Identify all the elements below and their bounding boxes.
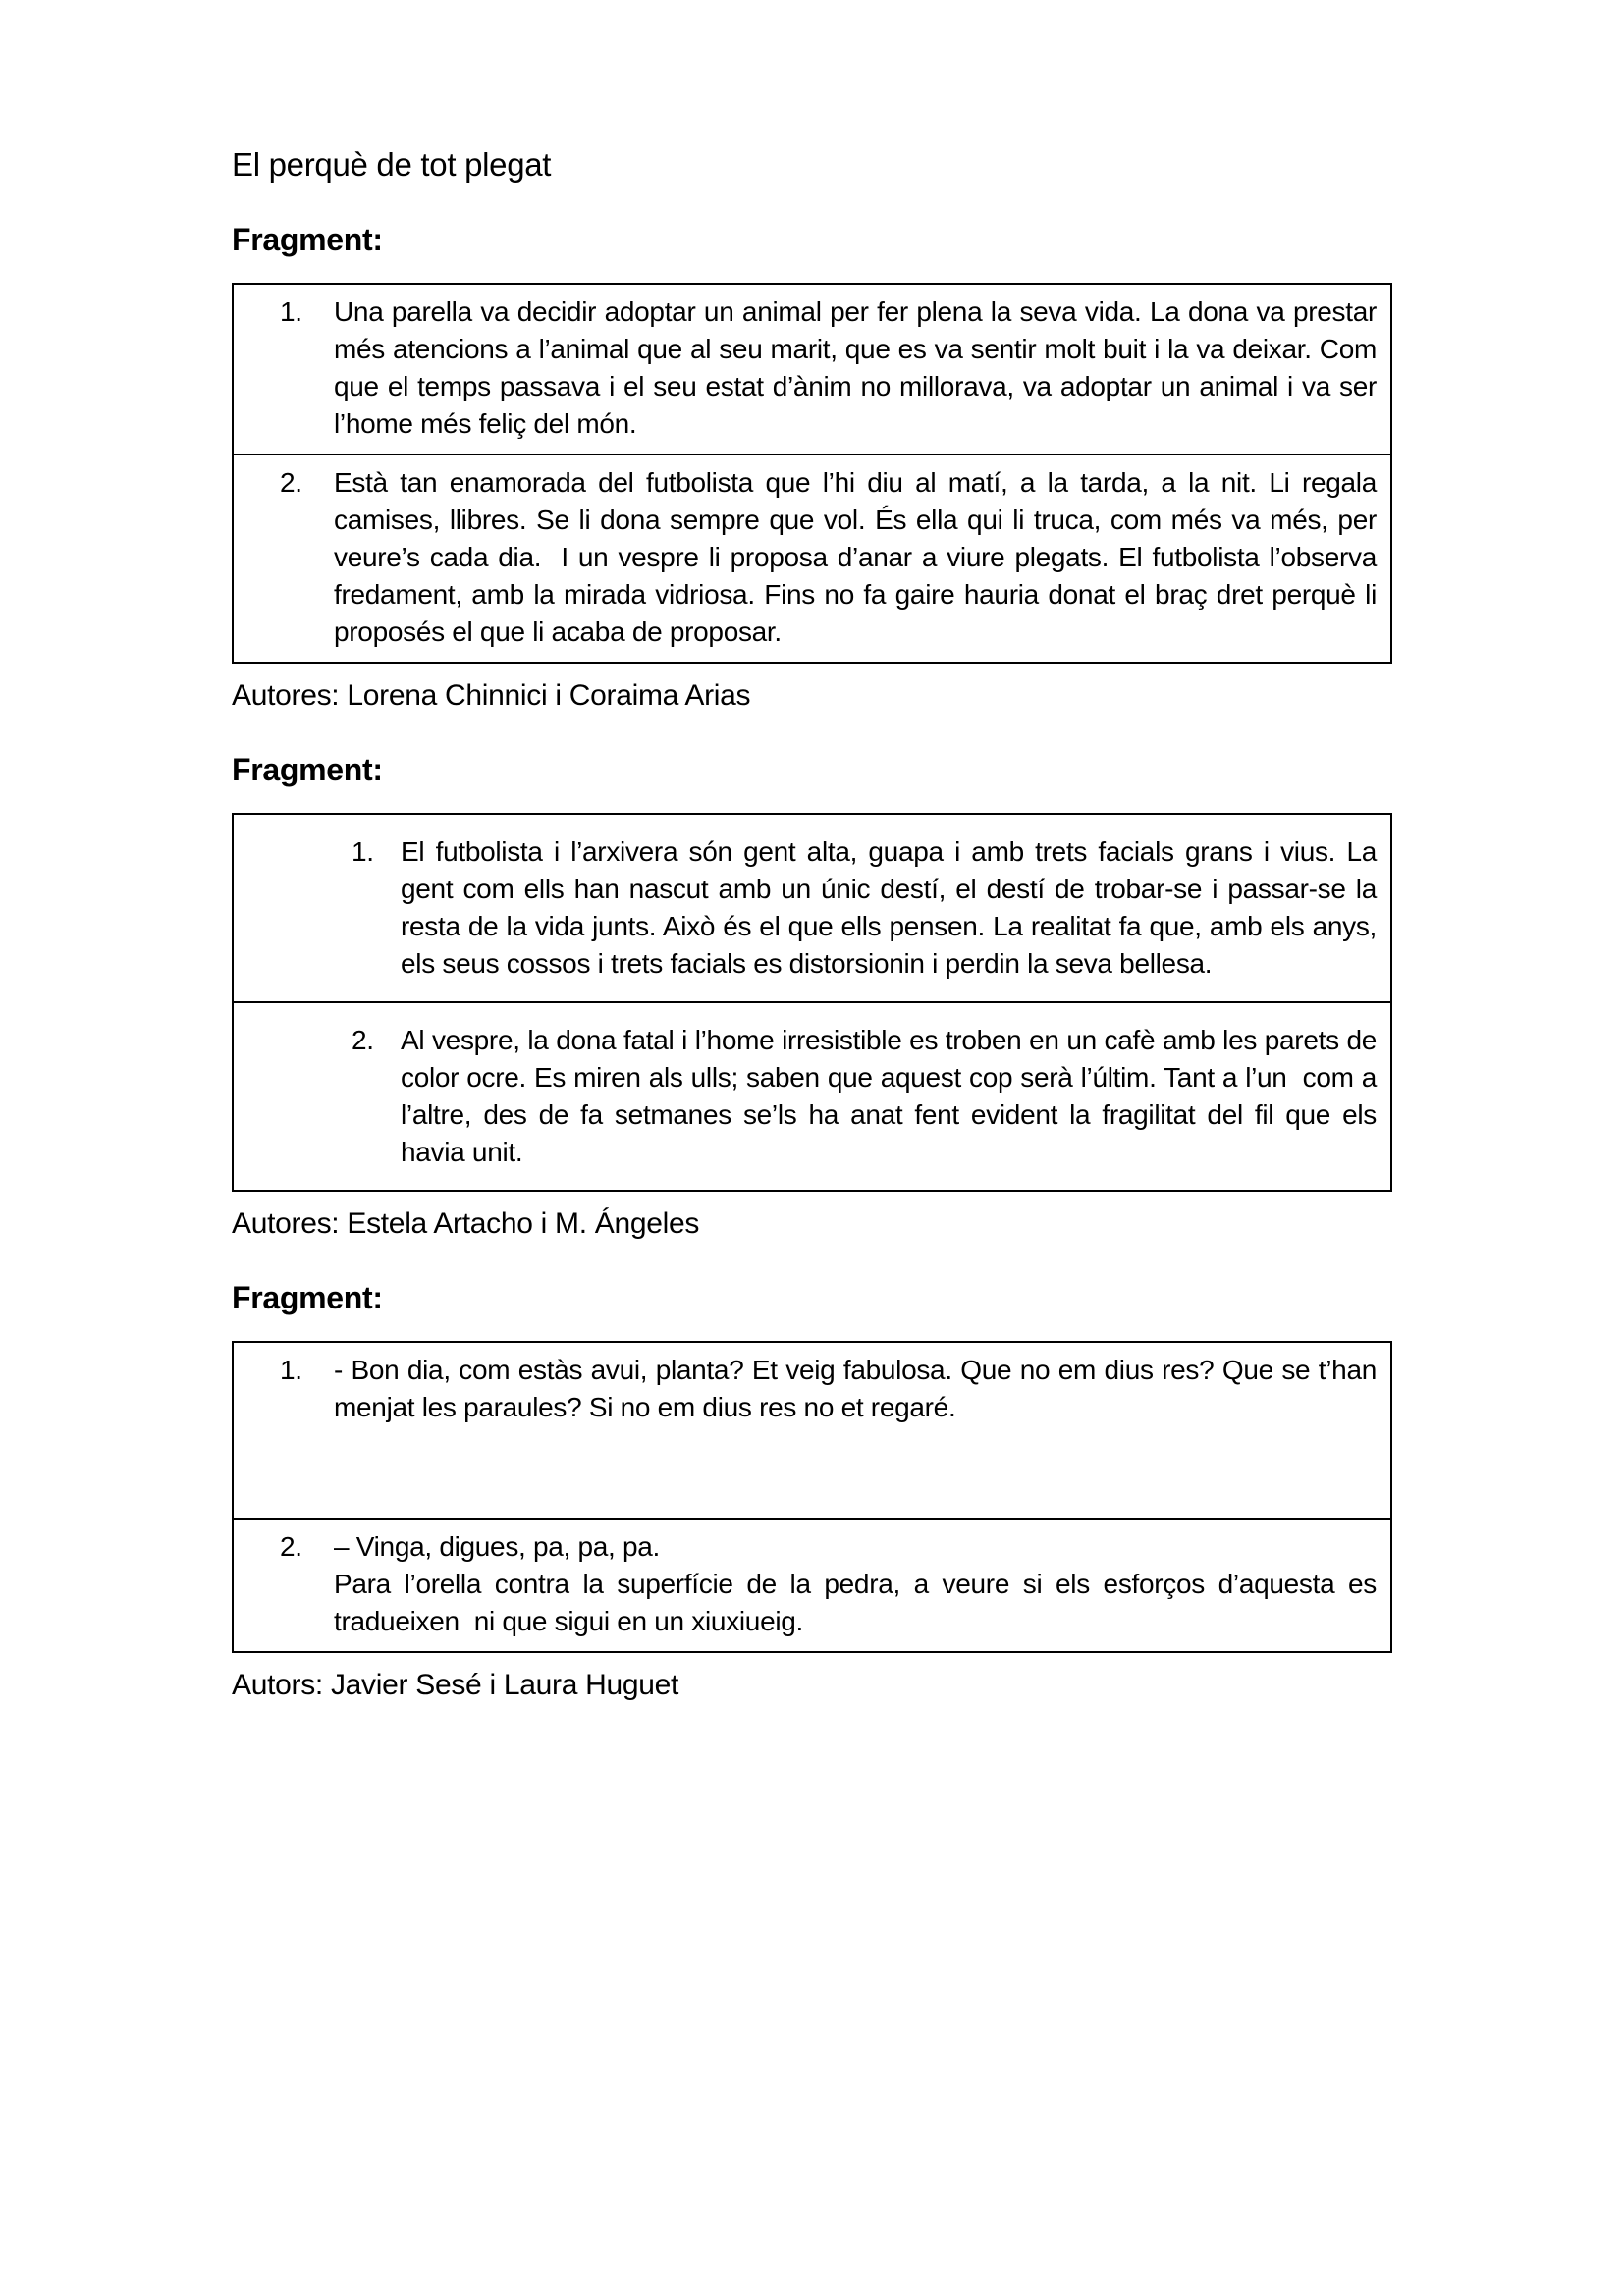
document-page <box>232 145 1392 1704</box>
authors-line-1: Autores: Lorena Chinnici i Coraima Arias <box>232 679 751 712</box>
fragment-table-3 <box>232 1341 1392 1653</box>
table-row <box>233 1002 1391 1191</box>
fragment-table-1 <box>232 283 1392 664</box>
list-item <box>234 1022 1384 1171</box>
table-row <box>233 454 1391 663</box>
page-title: El perquè de tot plegat <box>232 146 552 183</box>
item-text-continued: Para l’orella contra la superfície de la pedra, a veure si els esforços d’aquesta es tradueixen ni que sigui en un xiuxiueig. <box>334 1569 1384 1636</box>
item-text: Està tan enamorada del futbolista que l’hi diu al matí, a la tarda, a la nit. Li regala camises, llibres. Se li dona sempre que vol. És ella qui li truca, com més va més, per veure’s cada dia. I un vespre li proposa d’anar a viure plegats. El futbolista l’observa fredament, amb la mirada vidriosa. Fins no fa gaire hauria donat el braç dret perquè li proposés el que li acaba de proposar. <box>334 467 1384 647</box>
fragment-table-2 <box>232 813 1392 1192</box>
item-text: – Vinga, digues, pa, pa, pa. <box>334 1531 661 1562</box>
authors-line-2: Autores: Estela Artacho i M. Ángeles <box>232 1207 700 1240</box>
list-item <box>234 1528 1384 1640</box>
list-item <box>234 1352 1384 1507</box>
item-text: El futbolista i l’arxivera són gent alta, guapa i amb trets facials grans i vius. La gent com ells han nascut amb un únic destí, el destí de trobar-se i passar-se la resta de la vida junts. Això és el que ells pensen. La realitat fa que, amb els anys, els seus cossos i trets facials es distorsionin i perdin la seva bellesa. <box>401 836 1384 979</box>
table-row <box>233 284 1391 454</box>
fragment-label-3: Fragment: <box>232 1280 383 1315</box>
item-text: Al vespre, la dona fatal i l’home irresistible es troben en un cafè amb les parets de color ocre. Es miren als ulls; saben que aquest cop serà l’últim. Tant a l’un com a l’altre, des de fa setmanes se’ls ha anat fent evident la fragilitat del fil que els havia unit. <box>401 1025 1384 1167</box>
item-number: 2. <box>280 467 302 498</box>
item-number: 1. <box>280 1355 302 1385</box>
table-row <box>233 1519 1391 1652</box>
fragment-label-1: Fragment: <box>232 222 383 257</box>
item-text: Una parella va decidir adoptar un animal per fer plena la seva vida. La dona va prestar més atencions a l’animal que al seu marit, que es va sentir molt buit i la va deixar. Com que el temps passava i el seu estat d’ànim no millorava, va adoptar un animal i va ser l’home més feliç del món. <box>334 296 1384 439</box>
item-number: 2. <box>280 1531 302 1562</box>
authors-line-3: Autors: Javier Sesé i Laura Huguet <box>232 1669 679 1701</box>
table-row <box>233 814 1391 1002</box>
fragment-label-2: Fragment: <box>232 752 383 787</box>
table-row <box>233 1342 1391 1519</box>
item-number: 2. <box>352 1025 374 1055</box>
list-item <box>234 464 1384 651</box>
list-item <box>234 833 1384 983</box>
list-item <box>234 294 1384 443</box>
item-number: 1. <box>280 296 302 327</box>
item-text: - Bon dia, com estàs avui, planta? Et veig fabulosa. Que no em dius res? Que se t’han menjat les paraules? Si no em dius res no et regaré. <box>334 1355 1384 1422</box>
item-number: 1. <box>352 836 374 867</box>
